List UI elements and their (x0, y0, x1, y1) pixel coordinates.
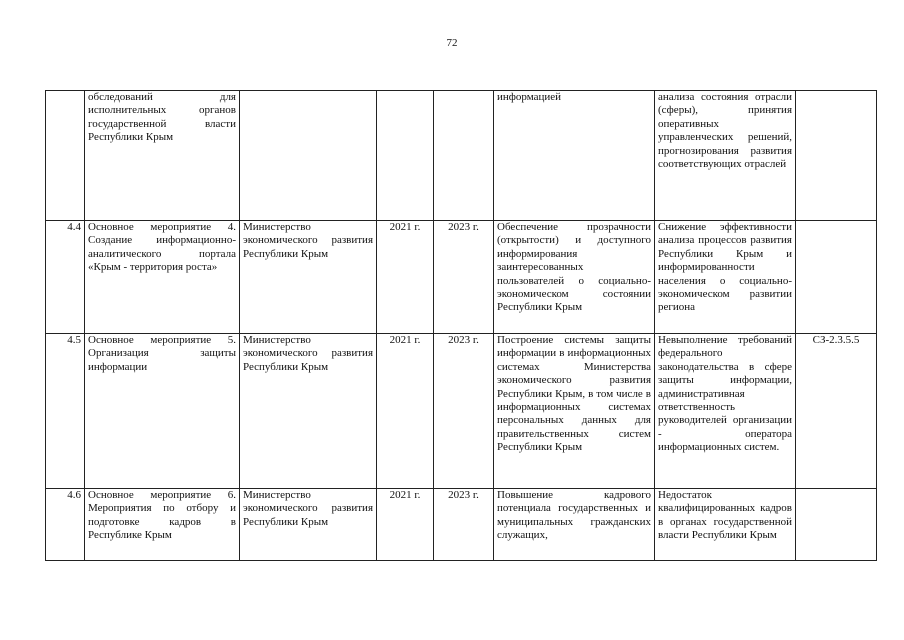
cell-start-year: 2021 г. (377, 221, 434, 334)
cell-activity: Основное мероприятие 5. Организация защиты информации (85, 334, 240, 489)
measures-table (45, 90, 877, 561)
cell-link (796, 221, 877, 334)
cell-activity: Основное мероприятие 6. Мероприятия по отбору и подготовке кадров в Республике Крым (85, 489, 240, 561)
cell-executor: Министерство экономического развития Республики Крым (240, 221, 377, 334)
cell-consequence: Недостаток квалифицированных кадров в органах государственной власти Республики Крым (655, 489, 796, 561)
cell-executor (240, 91, 377, 221)
cell-end-year: 2023 г. (434, 334, 494, 489)
table-row (46, 91, 877, 221)
table-row (46, 221, 877, 334)
cell-link (796, 91, 877, 221)
cell-end-year: 2023 г. (434, 221, 494, 334)
cell-consequence: Снижение эффективности анализа процессов развития Республики Крым и информированности населения о социально-экономическом развитии региона (655, 221, 796, 334)
cell-executor: Министерство экономического развития Республики Крым (240, 334, 377, 489)
table-row (46, 489, 877, 561)
page-number: 72 (446, 37, 458, 49)
cell-start-year: 2021 г. (377, 489, 434, 561)
cell-expected-result: Построение системы защиты информации в информационных системах Министерства экономического развития Республики Крым, в том числе в информационных системах персональных данных для правительственных систем Республики Крым (494, 334, 655, 489)
table-row (46, 334, 877, 489)
cell-link (796, 489, 877, 561)
cell-number: 4.5 (46, 334, 85, 489)
cell-number (46, 91, 85, 221)
cell-end-year (434, 91, 494, 221)
cell-expected-result: Повышение кадрового потенциала государственных и муниципальных гражданских служащих, (494, 489, 655, 561)
cell-consequence: анализа состояния отрасли (сферы), принятия оперативных управленческих решений, прогнозирования развития соответствующих отраслей (655, 91, 796, 221)
cell-activity: обследований для исполнительных органов государственной власти Республики Крым (85, 91, 240, 221)
cell-executor: Министерство экономического развития Республики Крым (240, 489, 377, 561)
cell-end-year: 2023 г. (434, 489, 494, 561)
cell-number: 4.4 (46, 221, 85, 334)
cell-link: СЗ-2.3.5.5 (796, 334, 877, 489)
cell-expected-result: Обеспечение прозрачности (открытости) и доступного информирования заинтересованных пользователей о социально-экономическом состоянии Республики Крым (494, 221, 655, 334)
cell-number: 4.6 (46, 489, 85, 561)
cell-activity: Основное мероприятие 4. Создание информационно-аналитического портала «Крым - территория роста» (85, 221, 240, 334)
cell-expected-result: информацией (494, 91, 655, 221)
cell-start-year: 2021 г. (377, 334, 434, 489)
cell-start-year (377, 91, 434, 221)
cell-consequence: Невыполнение требований федерального законодательства в сфере защиты информации, административная ответственность руководителей организации - оператора информационных систем. (655, 334, 796, 489)
